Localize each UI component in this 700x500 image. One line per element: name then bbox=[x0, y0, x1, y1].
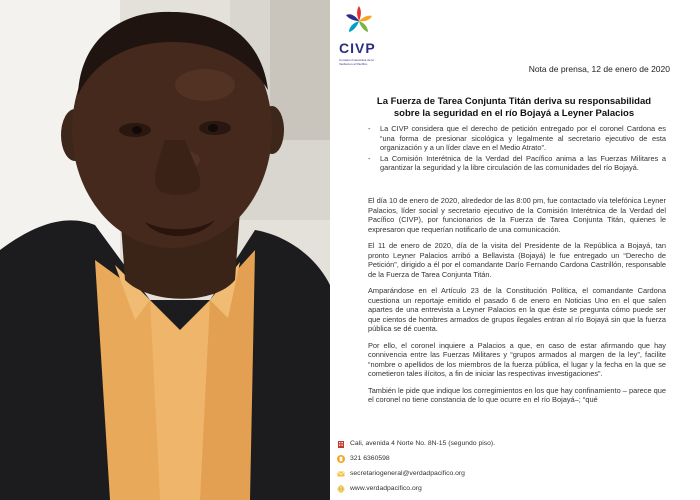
flower-logo-icon bbox=[346, 6, 372, 36]
headline-line-1: La Fuerza de Tarea Conjunta Titán deriva su responsabilidad bbox=[376, 96, 652, 107]
paragraph: Por ello, el coronel inquiere a Palacios a que, en caso de estar afirmando que hay connivencia entre las Fuerzas Militares y “grupos armados al margen de la ley”, facilite “nombre o apellidos de los miembros de la fuerza pública, el lugar y la fecha en la que se cometieron tales ilícitos, a fin de iniciar las respectivas investigaciones”. bbox=[368, 340, 666, 378]
footer-email[interactable] bbox=[336, 466, 700, 481]
portrait-photo bbox=[0, 0, 330, 500]
paragraph: También le pide que indique los corregimientos en los que hay confinamiento – parece que el coronel no tiene constancia de lo que ocurre en el río Bojayá–; “qué bbox=[368, 385, 666, 404]
footer-address bbox=[336, 436, 700, 451]
man-portrait-illustration bbox=[0, 0, 330, 500]
website-link[interactable]: www.verdadpacifico.org bbox=[350, 485, 422, 492]
paragraph: El día 10 de enero de 2020, alrededor de las 8:00 pm, fue contactado vía telefónica Leyner Palacios, líder social y secretario ejecutivo de la Comisión Interétnica de la Verdad del Pacífico (CIVP), por funcionarios de la Fuerza de Tarea Conjunta Titán, quienes le expresaron que requerían notificarlo de una comunicación. bbox=[368, 196, 666, 234]
logo-subtitle: Comisión Interétnica de la Verdad en el Pacífico bbox=[339, 58, 374, 66]
summary-bullets bbox=[368, 124, 666, 174]
headline bbox=[364, 96, 664, 120]
contact-footer bbox=[336, 436, 700, 496]
press-date: Nota de prensa, 12 de enero de 2020 bbox=[528, 64, 670, 74]
bullet-item: - La CIVP considera que el derecho de petición entregado por el coronel Cardona es “una forma de presionar sicológica y legalmente al secretario ejecutivo de esta organización y a un líder clave en el Medio Atrato”. bbox=[368, 124, 666, 153]
phone-icon bbox=[336, 454, 345, 463]
footer-website[interactable] bbox=[336, 481, 700, 496]
press-release-document bbox=[336, 0, 700, 500]
bullet-item: - La Comisión Interétnica de la Verdad del Pacífico anima a las Fuerzas Militares a garantizar la seguridad y la libre circulación de las comunidades del río Bojayá. bbox=[368, 154, 666, 173]
headline-line-2: sobre la seguridad en el río Bojayá a Leyner Palacios bbox=[393, 108, 635, 119]
footer-phone bbox=[336, 451, 700, 466]
paragraph: El 11 de enero de 2020, día de la visita del Presidente de la República a Bojayá, tan pronto Leyner Palacios arribó a Bellavista (Bojayá) le fue entregado un “Derecho de Petición”, dirigido a él por el comandante Darío Fernando Cardona Castrillón, responsable de la Fuerza de Tarea Conjunta Titán. bbox=[368, 241, 666, 279]
body-text bbox=[368, 196, 666, 421]
globe-icon bbox=[336, 484, 345, 493]
paragraph: Amparándose en el Artículo 23 de la Constitución Política, el comandante Cardona cuestiona un reportaje emitido el pasado 6 de enero en Noticias Uno en el que salen apartes de una entrevista a Leyner Palacios en la que éste se pregunta cómo puede ser que cientos de hombres armados de grupos ilegales entran al río Bojayá sin que la fuerza pública se dé cuenta. bbox=[368, 286, 666, 333]
phone-text: 321 6360598 bbox=[350, 455, 390, 462]
building-icon bbox=[336, 439, 345, 448]
email-icon bbox=[336, 469, 345, 478]
email-link[interactable]: secretariogeneral@verdadpacifico.org bbox=[350, 470, 465, 477]
address-text: Cali, avenida 4 Norte No. 8N-15 (segundo piso). bbox=[350, 440, 496, 447]
logo-wordmark: CIVP bbox=[339, 40, 376, 56]
